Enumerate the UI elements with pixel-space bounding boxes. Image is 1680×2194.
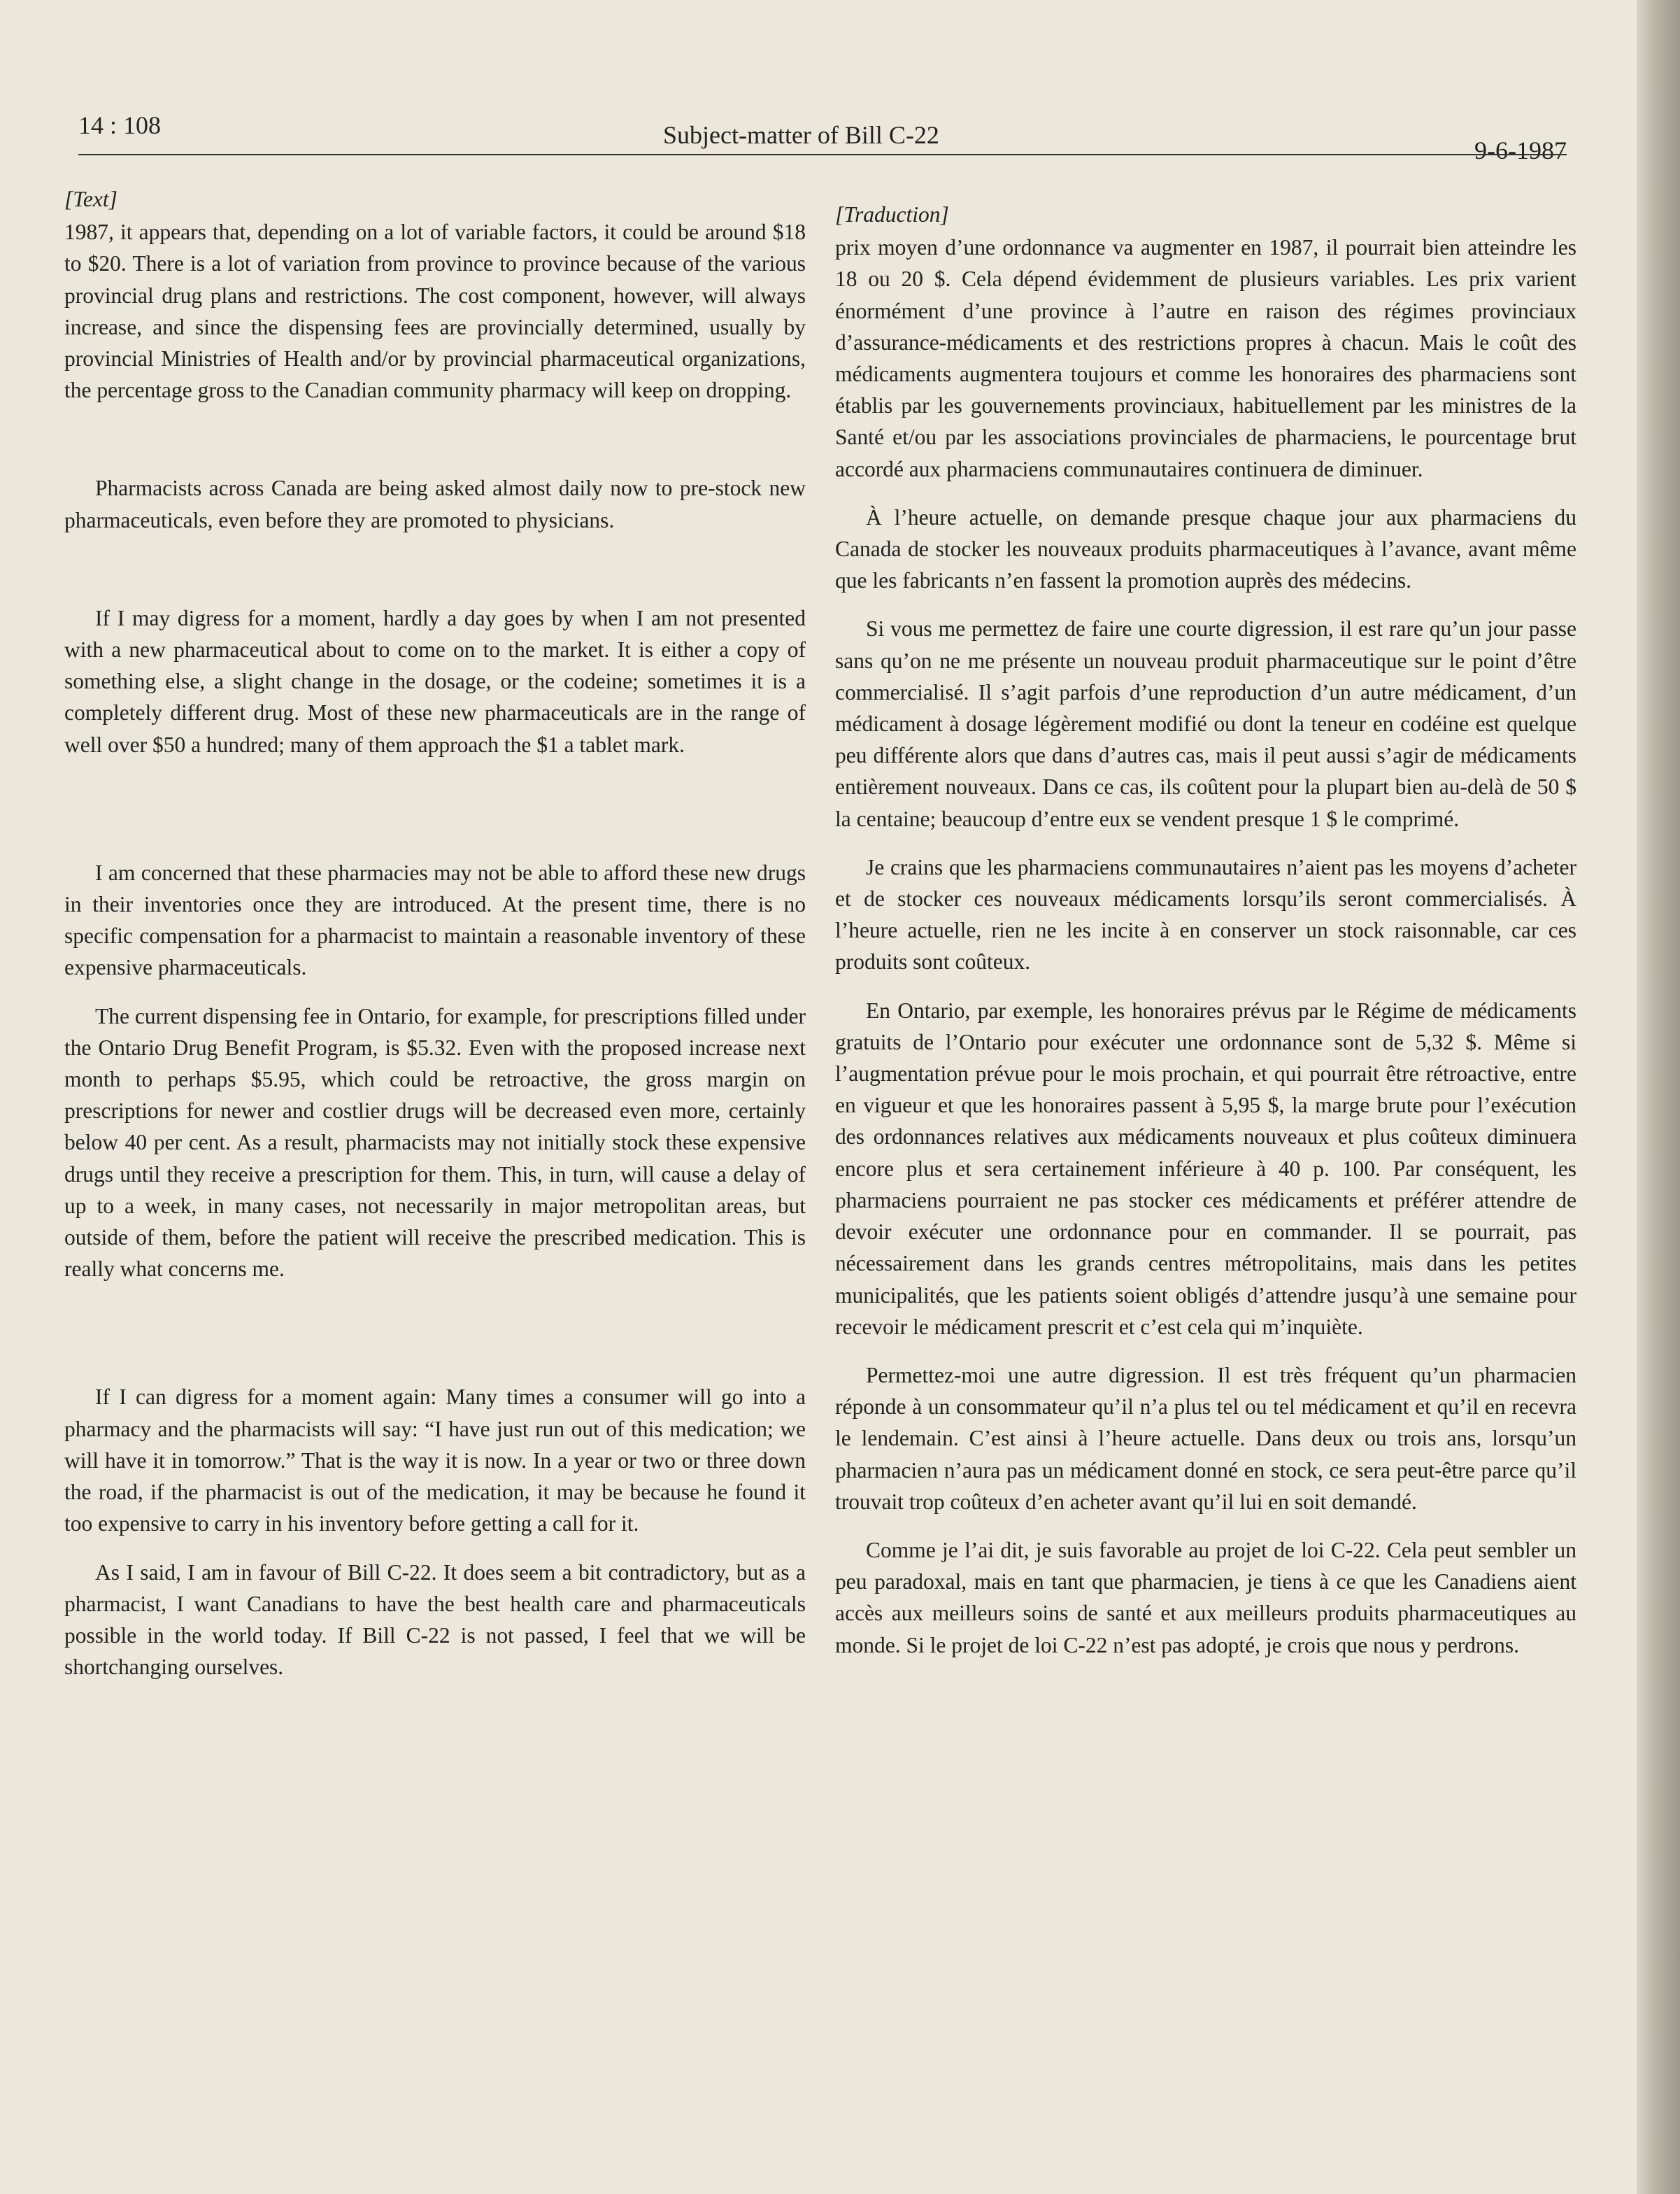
paragraph: prix moyen d’une ordonnance va augmenter en 1987, il pourrait bien atteindre les 18 ou 20 $. Cela dépend évidemment de plusieurs variables. Les prix varient énormément d’une province à l’autre en raison des régimes provinciaux d’assurance-médicaments et des restrictions propres à chacun. Mais le coût des médicaments augmentera toujours et comme les honoraires des pharmaciens sont établis par les gouvernements provinciaux, habituellement par les ministres de la Santé et/ou par les associations provinciales de pharmaciens, le pourcentage brut accordé aux pharmaciens communautaires continuera de diminuer. <box>835 235 1576 481</box>
french-column <box>835 199 1576 1661</box>
paragraph: Si vous me permettez de faire une courte digression, il est rare qu’un jour passe sans qu’on ne me présente un nouveau produit pharmaceutique sur le point d’être commercialisé. Il s’agit parfois d’une reproduction d’un autre médicament, d’un médicament à dosage légèrement modifié ou dont la teneur en codéine est quelque peu différente alors que dans d’autres cas, mais il peut aussi s’agir de médicaments entièrement nouveaux. Dans ce cas, ils coûtent pour la plupart bien au-delà de 50 $ la centaine; beaucoup d’entre eux se vendent presque 1 $ le comprimé. <box>835 616 1576 831</box>
english-column <box>64 183 806 1683</box>
paragraph: If I may digress for a moment, hardly a day goes by when I am not presented with a new pharmaceutical about to come on to the market. It is either a copy of something else, a slight change in the dosage, or the codeine; sometimes it is a completely different drug. Most of these new pharmaceuticals are in the range of well over $50 a hundred; many of them approach the $1 a tablet mark. <box>64 605 806 757</box>
paragraph: The current dispensing fee in Ontario, for example, for prescriptions filled under the Ontario Drug Benefit Program, is $5.32. Even with the proposed increase next month to perhaps $5.95, which could be retroactive, the gross margin on prescriptions for newer and costlier drugs will be decreased even more, certainly below 40 per cent. As a result, pharmacists may not initially stock these expensive drugs until they receive a prescription for them. This, in turn, will cause a delay of up to a week, in many cases, not necessarily in major metropolitan areas, but outside of them, before the patient will receive the prescribed medication. This is really what concerns me. <box>64 1003 806 1282</box>
paragraph: Je crains que les pharmaciens communautaires n’aient pas les moyens d’acheter et de stocker ces nouveaux médicaments lorsqu’ils seront commercialisés. À l’heure actuelle, rien ne les incite à en conserver un stock raisonnable, car ces produits sont coûteux. <box>835 854 1576 975</box>
running-title: Subject-matter of Bill C-22 <box>663 121 939 149</box>
page-header <box>78 111 1567 164</box>
paragraph: 1987, it appears that, depending on a lot of variable factors, it could be around $18 to $20. There is a lot of variation from province to province because of the various provincial drug plans and restrictions. The cost component, however, will always increase, and since the dispensing fees are provincially determined, usually by provincial Ministries of Health and/or by provincial pharmaceutical organizations, the percentage gross to the Canadian community pharmacy will keep on dropping. <box>64 220 806 403</box>
paragraph: Comme je l’ai dit, je suis favorable au projet de loi C-22. Cela peut sembler un peu paradoxal, mais en tant que pharmacien, je tiens à ce que les Canadiens aient accès aux meilleurs soins de santé et aux meilleurs produits pharmaceutiques au monde. Si le projet de loi C-22 n’est pas adopté, je crois que nous y perdrons. <box>835 1537 1576 1657</box>
paragraph: Permettez-moi une autre digression. Il est très fréquent qu’un pharmacien réponde à un consommateur qu’il n’a plus tel ou tel médicament et qu’il en recevra le lendemain. C’est ainsi à l’heure actuelle. Dans deux ou trois ans, lorsqu’un pharmacien n’aura pas un médicament donné en stock, ce sera peut-être parce qu’il trouvait trop coûteux d’en acheter avant qu’il lui en soit demandé. <box>835 1362 1576 1514</box>
paragraph: I am concerned that these pharmacies may not be able to afford these new drugs in their inventories once they are introduced. At the present time, there is no specific compensation for a pharmacist to maintain a reasonable inventory of these expensive pharmaceuticals. <box>64 860 806 980</box>
paragraph: As I said, I am in favour of Bill C-22. It does seem a bit contradictory, but as a pharmacist, I want Canadians to have the best health care and pharmaceuticals possible in the world today. If Bill C-22 is not passed, I feel that we will be shortchanging ourselves. <box>64 1559 806 1680</box>
page-number: 14 : 108 <box>78 111 162 139</box>
header-date: 9-6-1987 <box>1474 136 1567 164</box>
header-rule <box>78 154 1567 155</box>
paragraph: Pharmacists across Canada are being asked almost daily now to pre-stock new pharmaceuticals, even before they are promoted to physicians. <box>64 476 806 532</box>
paragraph: À l’heure actuelle, on demande presque chaque jour aux pharmaciens du Canada de stocker les nouveaux produits pharmaceutiques à l’avance, avant même que les fabricants n’en fassent la promotion auprès des médecins. <box>835 504 1576 593</box>
traduction-marker: [Traduction] <box>835 202 949 227</box>
text-marker: [Text] <box>64 187 118 211</box>
page-binding-edge <box>1637 0 1680 2194</box>
paragraph: En Ontario, par exemple, les honoraires prévus par le Régime de médicaments gratuits de l’Ontario pour exécuter une ordonnance sont de 5,32 $. Même si l’augmentation prévue pour le mois prochain, et qui pourrait être rétroactive, entre en vigueur et que les honoraires passent à 5,95 $, la marge brute pour l’exécution des ordonnances relatives aux médicaments nouveaux et plus coûteux diminuera encore plus et sera certainement inférieure à 40 p. 100. Par conséquent, les pharmaciens pourraient ne pas stocker ces médicaments et préférer attendre de devoir exécuter une ordonnance pour en commander. Il se pourrait, pas nécessairement dans les grands centres métropolitains, mais dans les petites municipalités, que les patients soient obligés d’attendre jusqu’à une semaine pour recevoir le médicament prescrit et c’est cela qui m’inquiète. <box>835 998 1576 1339</box>
paragraph: If I can digress for a moment again: Many times a consumer will go into a pharmacy and the pharmacists will say: “I have just run out of this medication; we will have it in tomorrow.” That is the way it is now. In a year or two or three down the road, if the pharmacist is out of the medication, it may be because he found it too expensive to carry in his inventory before getting a call for it. <box>64 1385 806 1536</box>
